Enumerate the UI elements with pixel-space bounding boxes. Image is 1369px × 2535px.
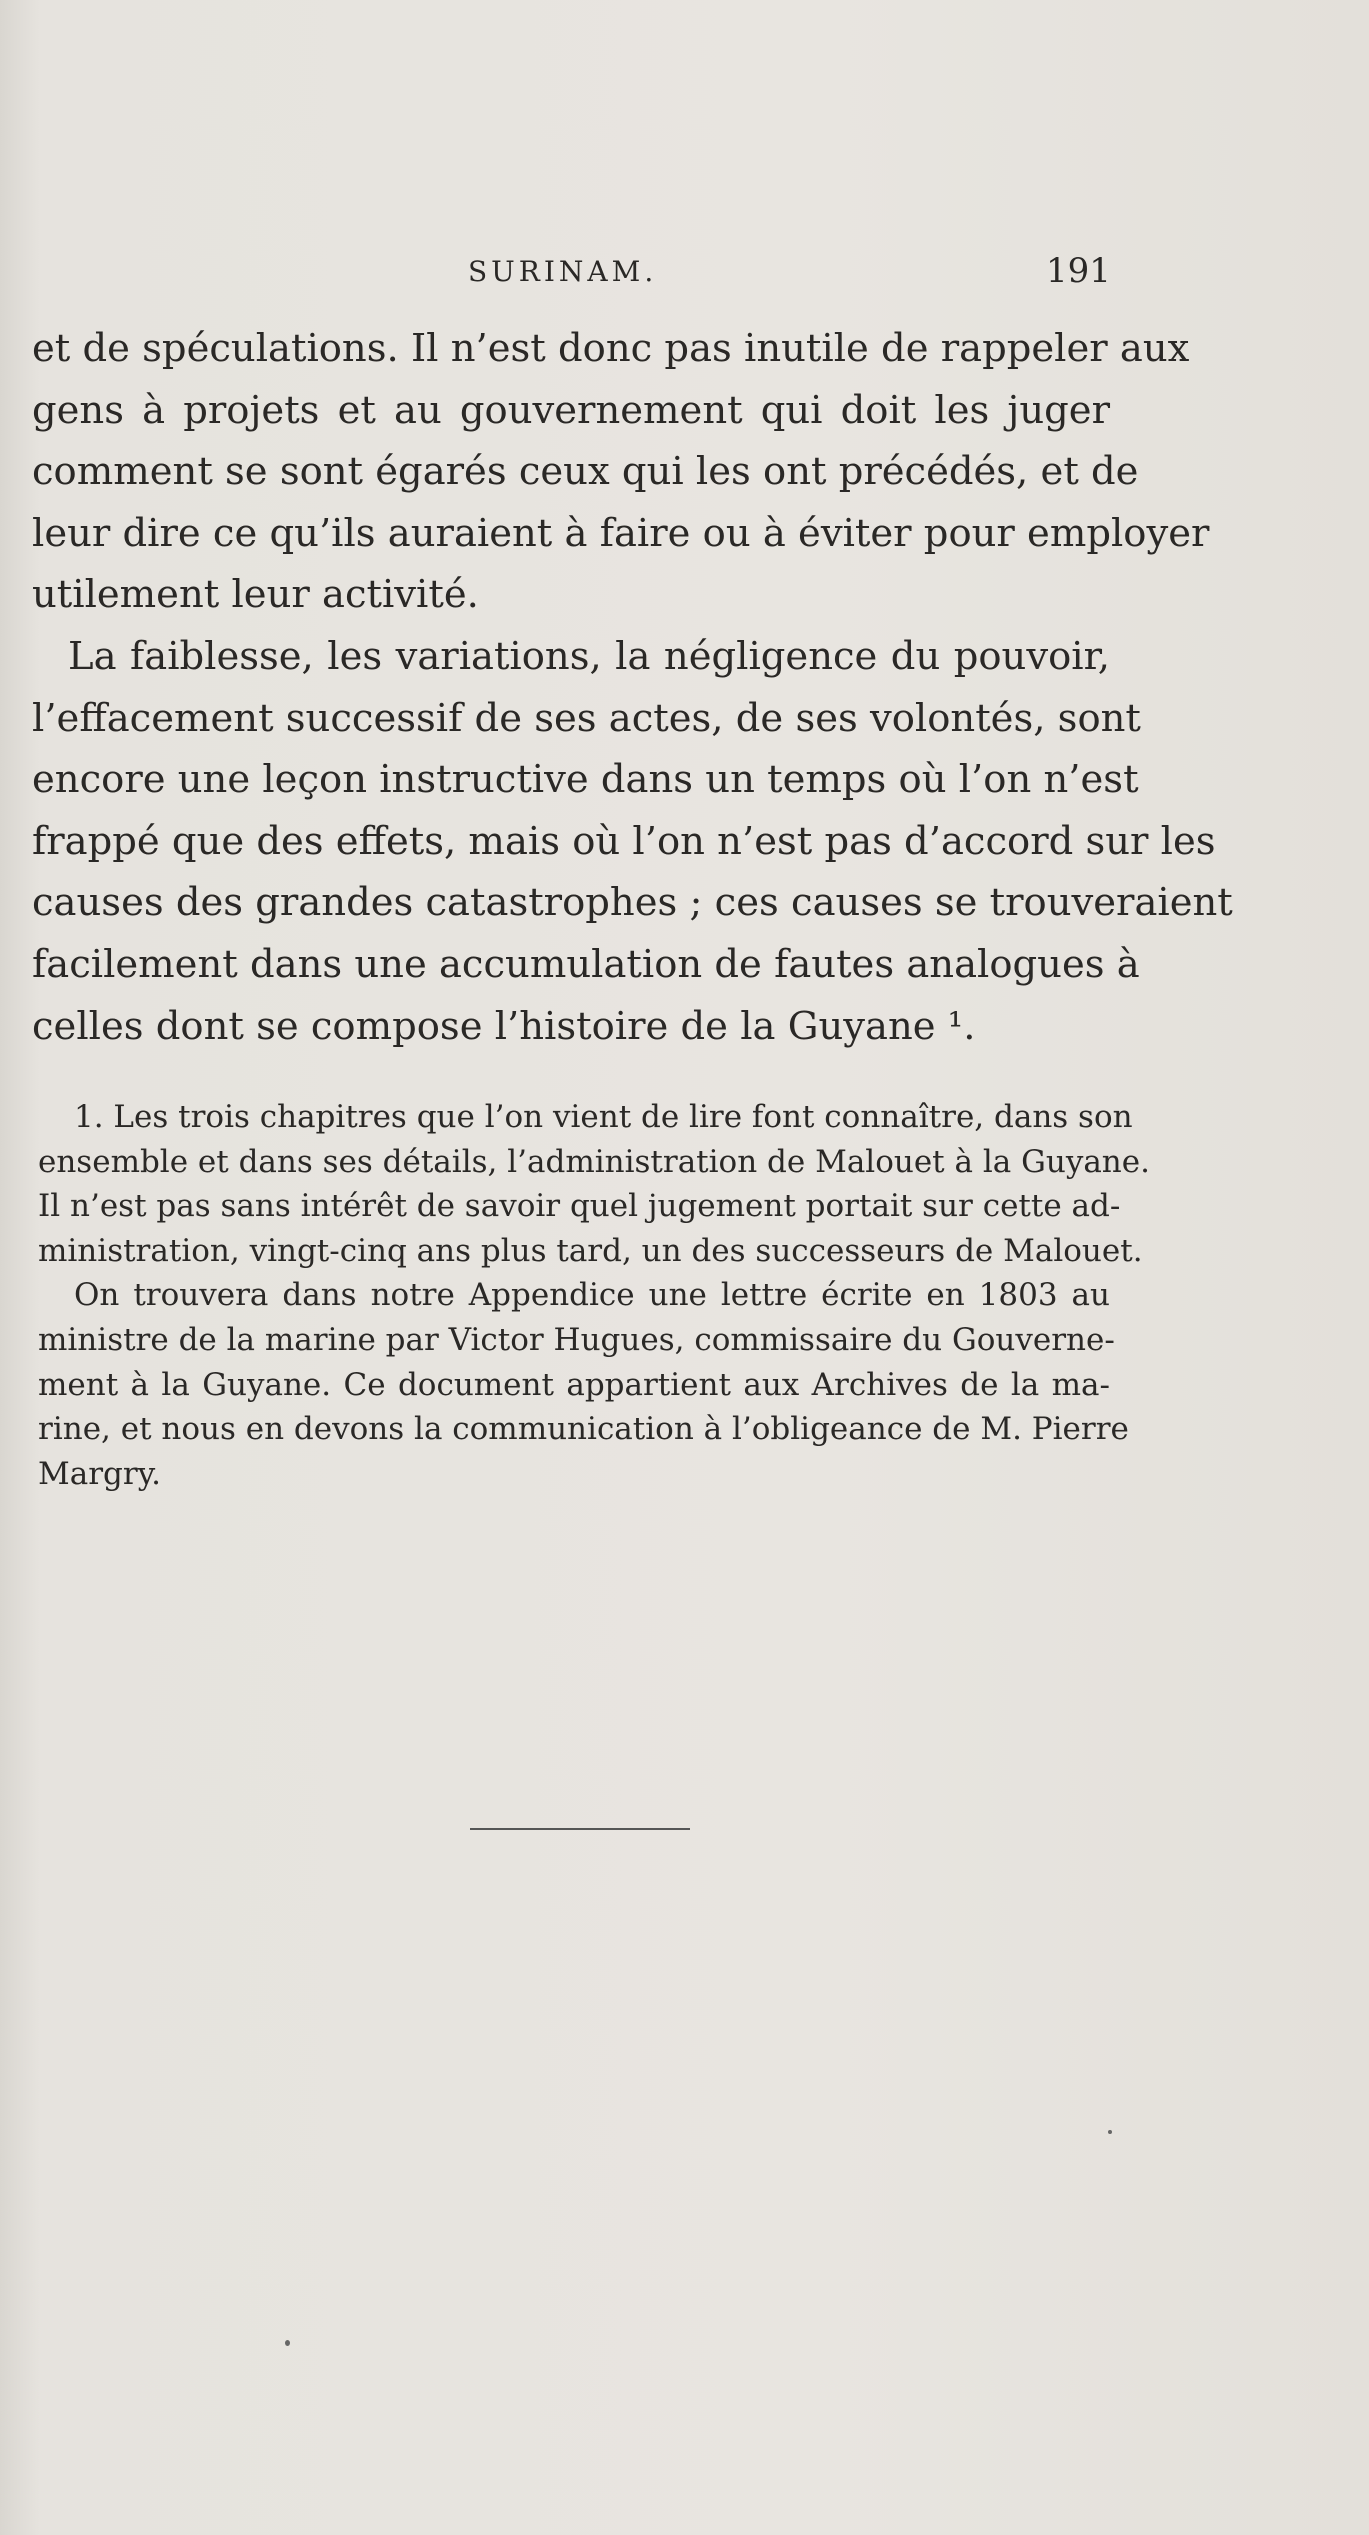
body-line: l’effacement successif de ses actes, de ses volontés, sont — [32, 695, 1141, 741]
footnote-line: ensemble et dans ses détails, l’administration de Malouet à la Guyane. — [38, 1143, 1150, 1180]
body-line: et de spéculations. Il n’est donc pas inutile de rappeler aux — [32, 326, 1190, 371]
footnote-line: ministre de la marine par Victor Hugues, commissaire du Gouverne- — [38, 1321, 1115, 1358]
body-line: facilement dans une accumulation de fautes analogues à — [32, 941, 1140, 987]
running-title: SURINAM. — [468, 255, 658, 288]
page-number: 191 — [1046, 251, 1111, 291]
body-line: utilement leur activité. — [32, 572, 479, 618]
footnote-line: 1. Les trois chapitres que l’on vient de lire font connaître, dans son — [74, 1099, 1133, 1135]
body-line: causes des grandes catastrophes ; ces causes se trouveraient — [32, 880, 1233, 926]
body-line: encore une leçon instructive dans un temps où l’on n’est — [32, 757, 1139, 803]
body-line: celles dont se compose l’histoire de la Guyane ¹. — [32, 1003, 976, 1049]
page-speck — [1108, 2130, 1112, 2134]
body-line: frappé que des effets, mais où l’on n’est pas d’accord sur les — [32, 818, 1216, 864]
body-line: leur dire ce qu’ils auraient à faire ou à éviter pour employer — [32, 510, 1210, 556]
footnote — [38, 1095, 1150, 1496]
footnote-line: Il n’est pas sans intérêt de savoir quel jugement portait sur cette ad- — [38, 1188, 1121, 1225]
footnote-line: ministration, vingt-cinq ans plus tard, un des successeurs de Malouet. — [38, 1232, 1143, 1269]
body-line: gens à projets et au gouvernement qui doit les juger — [32, 387, 1110, 433]
footnote-line: On trouvera dans notre Appendice une lettre écrite en 1803 au — [74, 1277, 1110, 1314]
body-line: La faiblesse, les variations, la négligence du pouvoir, — [68, 633, 1110, 679]
page-speck — [285, 2340, 290, 2346]
footnote-line: ment à la Guyane. Ce document appartient aux Archives de la ma- — [38, 1366, 1110, 1403]
body-line: comment se sont égarés ceux qui les ont précédés, et de — [32, 449, 1139, 495]
body-text — [32, 318, 1233, 1057]
running-head — [0, 251, 1369, 295]
end-rule — [470, 1828, 690, 1830]
footnote-line: rine, et nous en devons la communication à l’obligeance de M. Pierre — [38, 1411, 1129, 1448]
footnote-line: Margry. — [38, 1455, 161, 1492]
